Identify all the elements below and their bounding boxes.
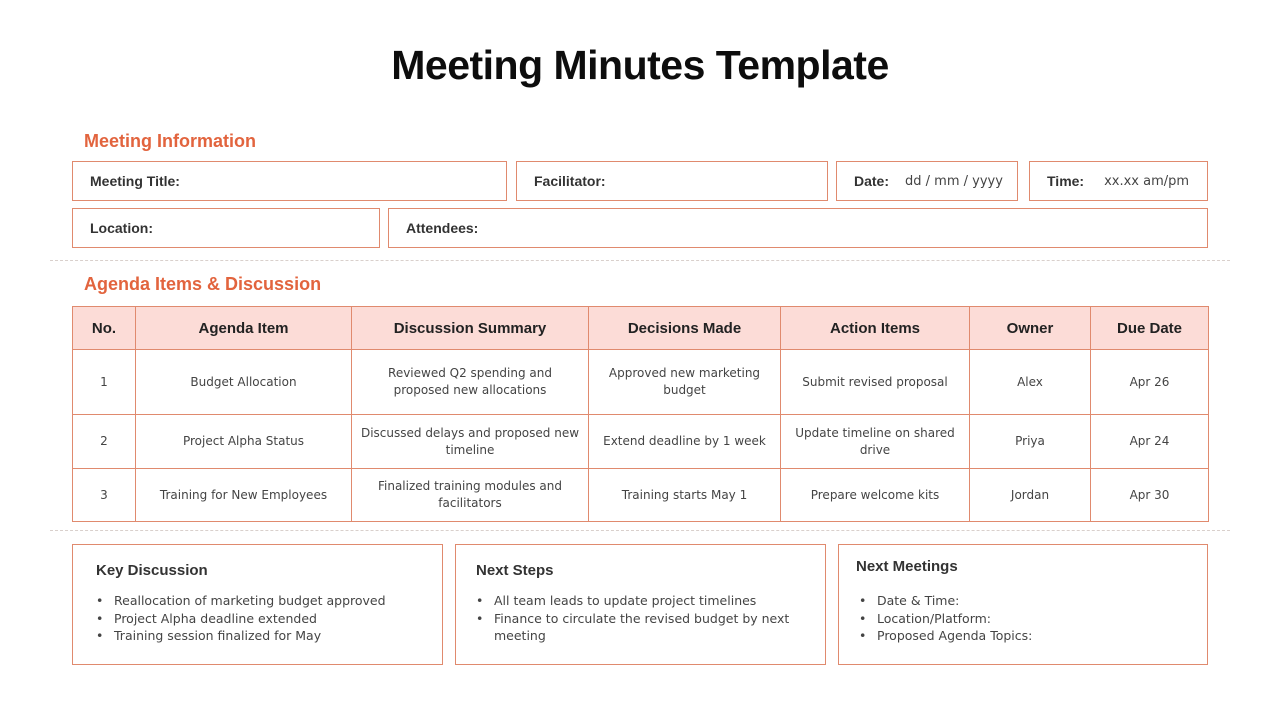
date-field[interactable]: [836, 161, 1018, 201]
date-label: Date:: [854, 173, 890, 189]
key-discussion-card: [72, 544, 443, 665]
list-item: • Date & Time:: [859, 592, 1187, 610]
cell-due-date: Apr 26: [1091, 350, 1209, 415]
table-row: [73, 415, 1209, 469]
section-divider: [50, 260, 1230, 261]
facilitator-field[interactable]: [516, 161, 828, 201]
page-title: Meeting Minutes Template: [391, 42, 889, 88]
cell-owner: Priya: [970, 415, 1091, 469]
time-field[interactable]: [1029, 161, 1208, 201]
location-field[interactable]: [72, 208, 380, 248]
meeting-title-label: Meeting Title:: [90, 173, 180, 189]
table-row: [73, 350, 1209, 415]
list-item: • Proposed Agenda Topics:: [859, 627, 1187, 645]
list-item: • Reallocation of marketing budget approved: [96, 592, 422, 610]
attendees-field[interactable]: [388, 208, 1208, 248]
agenda-table: [72, 306, 1209, 522]
list-item: • Location/Platform:: [859, 610, 1187, 628]
next-meetings-list: [859, 592, 1187, 645]
cell-no: 2: [73, 415, 136, 469]
key-discussion-title: Key Discussion: [96, 562, 208, 579]
location-label: Location:: [90, 220, 153, 236]
list-item: • Project Alpha deadline extended: [96, 610, 422, 628]
cell-discussion-summary: Reviewed Q2 spending and proposed new allocations: [352, 350, 589, 415]
column-header-action-items: Action Items: [781, 307, 970, 350]
cell-action-items: Update timeline on shared drive: [781, 415, 970, 469]
cell-decisions-made: Training starts May 1: [589, 469, 781, 522]
agenda-heading: Agenda Items & Discussion: [84, 274, 322, 294]
cell-decisions-made: Extend deadline by 1 week: [589, 415, 781, 469]
cell-owner: Jordan: [970, 469, 1091, 522]
cell-no: 1: [73, 350, 136, 415]
cell-no: 3: [73, 469, 136, 522]
next-steps-title: Next Steps: [476, 562, 554, 579]
next-meetings-title: Next Meetings: [856, 558, 958, 575]
cell-due-date: Apr 24: [1091, 415, 1209, 469]
attendees-label: Attendees:: [406, 220, 479, 236]
cell-decisions-made: Approved new marketing budget: [589, 350, 781, 415]
column-header-decisions-made: Decisions Made: [589, 307, 781, 350]
date-value: dd / mm / yyyy: [905, 173, 1003, 189]
time-value: xx.xx am/pm: [1104, 173, 1190, 189]
column-header-due-date: Due Date: [1091, 307, 1209, 350]
column-header-no: No.: [73, 307, 136, 350]
meeting-title-field[interactable]: [72, 161, 507, 201]
cell-action-items: Submit revised proposal: [781, 350, 970, 415]
column-header-owner: Owner: [970, 307, 1091, 350]
next-steps-list: [476, 592, 805, 645]
column-header-agenda-item: Agenda Item: [136, 307, 352, 350]
key-discussion-list: [96, 592, 422, 645]
next-meetings-card: [838, 544, 1208, 665]
list-item: • Training session finalized for May: [96, 627, 422, 645]
list-item: • All team leads to update project timelines: [476, 592, 805, 610]
list-item: • Finance to circulate the revised budget by next meeting: [476, 610, 805, 645]
facilitator-label: Facilitator:: [534, 173, 606, 189]
cell-owner: Alex: [970, 350, 1091, 415]
next-steps-card: [455, 544, 826, 665]
meeting-info-heading: Meeting Information: [84, 131, 256, 151]
table-row: [73, 469, 1209, 522]
cell-agenda-item: Project Alpha Status: [136, 415, 352, 469]
column-header-discussion-summary: Discussion Summary: [352, 307, 589, 350]
cell-agenda-item: Budget Allocation: [136, 350, 352, 415]
cell-agenda-item: Training for New Employees: [136, 469, 352, 522]
section-divider: [50, 530, 1230, 531]
time-label: Time:: [1047, 173, 1085, 189]
cell-discussion-summary: Discussed delays and proposed new timeline: [352, 415, 589, 469]
agenda-header-row: [73, 307, 1209, 350]
cell-action-items: Prepare welcome kits: [781, 469, 970, 522]
cell-discussion-summary: Finalized training modules and facilitators: [352, 469, 589, 522]
cell-due-date: Apr 30: [1091, 469, 1209, 522]
